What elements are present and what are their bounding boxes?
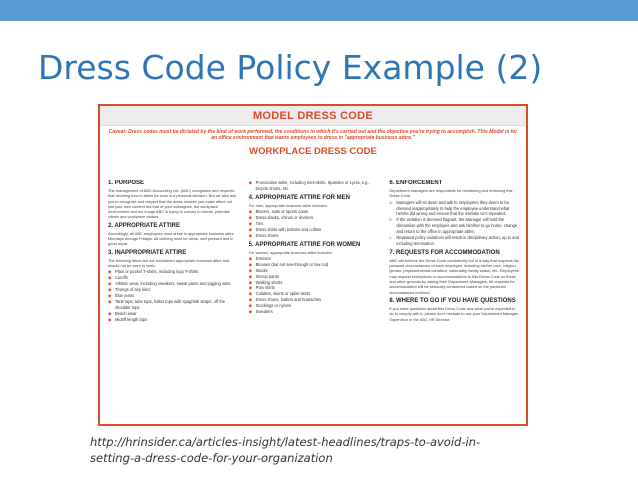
list-item: ◆ Cutoffs: [108, 275, 239, 281]
list-item: ◆ Walking shorts: [249, 280, 380, 286]
list-item: ◆ Dresses: [249, 256, 380, 262]
section-heading: 8. WHERE TO GO IF YOU HAVE QUESTIONS: [389, 297, 516, 304]
section-heading: 4. APPROPRIATE ATTIRE FOR MEN: [248, 194, 351, 201]
list-item: ◆ Ties: [249, 221, 380, 227]
list-item: ◆ Midriff length tops: [108, 317, 239, 323]
section-heading: 6. ENFORCEMENT: [389, 180, 443, 186]
caveat: [106, 129, 520, 141]
source-line-2: setting-a-dress-code-for-your-organization: [90, 451, 333, 465]
list-item: ◆ Stockings or nylons: [249, 303, 380, 309]
list-item: ◆ Athletic wear, including sneakers, sweat pants and jogging suits: [108, 281, 239, 287]
doc-column-1: [108, 180, 239, 422]
doc-header: MODEL DRESS CODE: [100, 106, 526, 126]
list-item: ◆ Slacks: [249, 268, 380, 274]
section-text: Department managers are responsible for monitoring and enforcing this Dress Code:: [389, 188, 513, 199]
list-item: ◆ Sweaters: [249, 309, 380, 315]
lead-list: [249, 180, 380, 192]
doc-subheader: WORKPLACE DRESS CODE: [249, 146, 377, 157]
section-text: If you have questions about this Dress Code and what you're expected to do to comply with it, please don't hesitate to ask your Department Manager, Supervisor or the ABC HR Director.: [389, 305, 519, 322]
list-item: ◆ Tank tops, tube tops, halter tops with spaghetti straps, off the shoulder tops: [108, 299, 239, 311]
list-item: ◆ Provocative attire, including mini-skirts, Spandex or Lycra, e.g., bicycle shorts, etc.: [249, 180, 380, 192]
list-item: ◆ Blouses (but not see-through or low cut): [249, 262, 380, 268]
top-accent-bar: [0, 0, 638, 21]
list-item: c. Repeated policy violations will result in disciplinary action, up to and including termination.: [389, 235, 520, 247]
list-item: ◆ Beach wear: [108, 311, 239, 317]
section-text: ABC will enforce the Dress Code consistently but in a way that respects the personal circumstances of each employee, including his/her race, religion, gender, physical/mental condition, nationality, family status, etc. Employees may request exemptions or accommodations to this Dress Code on these and other grounds by asking their Department Managers. All requests for accommodation will be seriously considered based on the particular circumstances involved.: [389, 257, 520, 295]
list-item: ◆ Plain or pocket T-shirts, including logo T-shirts: [108, 269, 239, 275]
list-item: ◆ Dress shoes, loafers and huaraches: [249, 297, 380, 303]
section-text: For men, appropriate business attire includes:: [248, 202, 328, 208]
list-item: ◆ Polo shirts: [249, 285, 380, 291]
source-link[interactable]: [90, 434, 560, 466]
caveat-label: Caveat:: [108, 129, 127, 135]
list-item: ◆ Dress shirts with buttons and collars: [249, 227, 380, 233]
inappropriate-list: [108, 269, 239, 322]
section-heading: 1. PURPOSE: [108, 180, 145, 186]
list-item: ◆ Thongs of any kind: [108, 287, 239, 293]
list-item: ◆ Blue jeans: [108, 293, 239, 299]
section-heading: 7. REQUESTS FOR ACCOMMODATION: [389, 249, 500, 256]
slide-title: Dress Code Policy Example (2): [38, 48, 543, 87]
caveat-text: Dress codes must be dictated by the kind of work performed, the conditions in which it's carried out and the objective you're trying to accomplish. This Model is for an office environment that wants employees to dress in "appropriate business attire.": [128, 129, 518, 141]
section-text: The management of ABC Accounting Ltd. (ABC) recognizes and respects that deciding how to dress for work is a personal decision. But we also ask you to recognize and respect that the dress choices you make affect not just your own comfort but that of your colleagues, the workplace environment and the image ABC is trying to convey to clients, potential clients and workplace visitors.: [108, 188, 237, 220]
section-heading: 5. APPROPRIATE ATTIRE FOR WOMEN: [248, 241, 361, 248]
list-item: a. Managers will sit down and talk to employees they deem to be dressed inappropriately to help the employee understand what he/she did wrong and ensure that the mistake isn't repeated;: [389, 200, 520, 218]
enforcement-list: [389, 200, 520, 247]
doc-column-2: [249, 180, 380, 422]
list-item: ◆ Dress shoes: [249, 233, 380, 239]
section-text: Accordingly, all ABC employees must dress in appropriate business attire Mondays through Fridays. All clothing must be clean, well pressed and in good repair.: [108, 230, 234, 247]
section-text: For women, appropriate business attire includes:: [248, 249, 333, 255]
list-item: ◆ Stirrup pants: [249, 274, 380, 280]
list-item: ◆ Culottes, skorts or splint skirts: [249, 291, 380, 297]
section-heading: 3. INAPPROPRIATE ATTIRE: [108, 249, 187, 256]
source-line-1: http://hrinsider.ca/articles-insight/latest-headlines/traps-to-avoid-in-: [90, 435, 481, 449]
list-item: b. If the violation is deemed flagrant, the Manager will hold the discussion with the employee and ask him/her to go home, change and return to the office in appropriate attire;: [389, 217, 520, 235]
model-dress-code-image: [98, 104, 528, 426]
doc-column-3: [389, 180, 520, 422]
list-item: ◆ Blazers, suits or sports coats: [249, 209, 380, 215]
list-item: ◆ Dress slacks, chinos or dockers: [249, 215, 380, 221]
women-list: [249, 256, 380, 315]
section-heading: 2. APPROPRIATE ATTIRE: [108, 222, 181, 229]
men-list: [249, 209, 380, 239]
doc-columns: [108, 180, 520, 422]
section-text: The following items are not considered appropriate business attire and should not be worn to work:: [108, 257, 230, 268]
